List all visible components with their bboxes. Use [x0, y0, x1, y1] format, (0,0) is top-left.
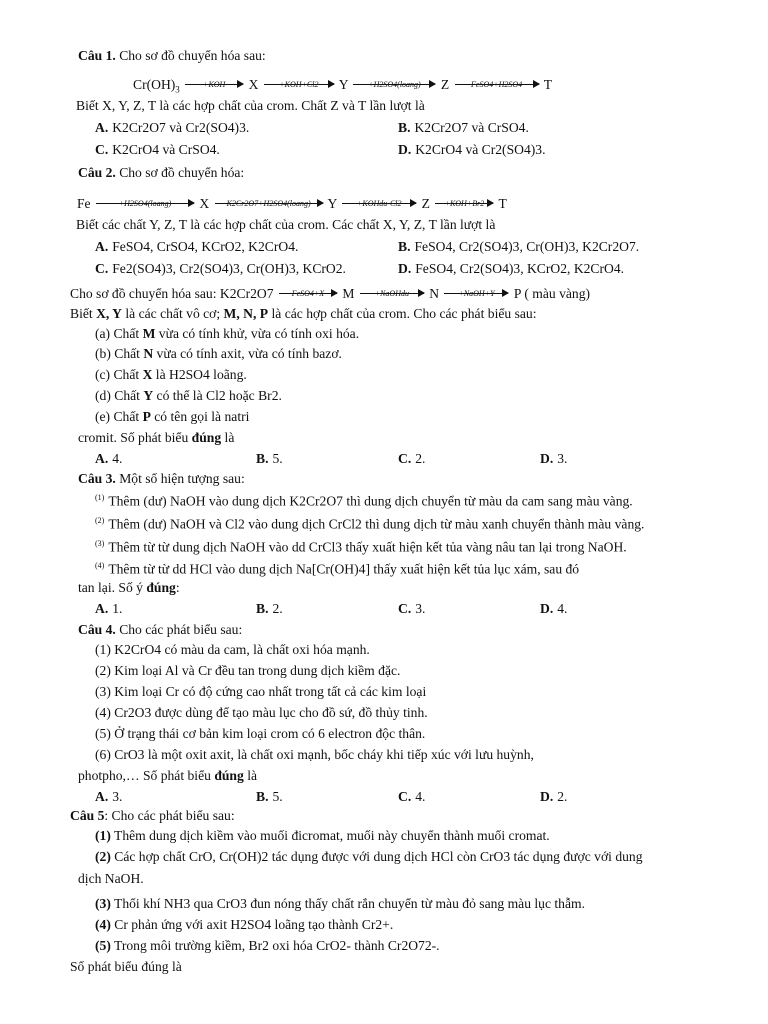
q4-text: Cho các phát biểu sau: [119, 622, 243, 637]
q2-option-b[interactable]: B. FeSO4, Cr2(SO4)3, Cr(OH)3, K2Cr2O7. [398, 239, 640, 254]
q3a-node-m: M [342, 286, 355, 301]
q4-ask: photpho,… Số phát biểu đúng là [78, 768, 258, 783]
q3a-option-b[interactable]: B. 5. [256, 451, 283, 466]
q3a-node-n: N [429, 286, 440, 301]
q1-option-c[interactable]: C. K2CrO4 và CrSO4. [95, 142, 220, 157]
q3a-option-c[interactable]: C. 2. [398, 451, 426, 466]
q2-node-y: Y [327, 196, 337, 211]
q2-scheme [77, 195, 507, 213]
q1-node-y: Y [338, 77, 349, 92]
q4-item-6: (6) CrO3 là một oxit axit, là chất oxi mạnh, bốc cháy khi tiếp xúc với lưu huỳnh, [95, 747, 534, 762]
q1-node-t: T [543, 77, 553, 92]
q3-item-1: $^{(1)}$ Thêm (dư) NaOH vào dung dịch K2Cr2O7 thì dung dịch chuyển từ màu da cam sang màu vàng. [95, 493, 633, 509]
q1-arrow-2 [264, 88, 334, 89]
q2-arrow-3 [342, 207, 416, 208]
q3a-given: Biết X, Y là các chất vô cơ; M, N, P là các hợp chất của crom. Cho các phát biểu sau: [70, 306, 537, 321]
q3-text: Một số hiện tượng sau: [119, 471, 245, 486]
q2-header [78, 164, 244, 182]
q1-arrow-4 [455, 88, 539, 89]
q4-option-c[interactable]: C. 4. [398, 789, 426, 804]
q5-item-3: (3) Thổi khí NH3 qua CrO3 đun nóng thấy chất rắn chuyển từ màu đỏ sang màu lục thẫm. [95, 896, 585, 911]
q3a-statement-e: (e) Chất P có tên gọi là natri [95, 409, 250, 424]
q5-item-2: (2) Các hợp chất CrO, Cr(OH)2 tác dụng được với dung dịch HCl còn CrO3 tác dụng được với dung [95, 849, 643, 864]
q4-item-2: (2) Kim loại Al và Cr đều tan trong dung dịch kiềm đặc. [95, 663, 401, 678]
q3-option-a[interactable]: A. 1. [95, 601, 123, 616]
q4-header [78, 621, 242, 639]
q3a-intro: Cho sơ đồ chuyển hóa sau: K2Cr2O7 [70, 286, 274, 301]
q1-option-b[interactable]: B. K2Cr2O7 và CrSO4. [398, 120, 529, 135]
q1-start: $Cr(OH)_3$ [133, 77, 180, 95]
q2-arrow-4 [435, 207, 493, 208]
q3-item-4: $^{(4)}$ Thêm từ từ dd HCl vào dung dịch Na[Cr(OH)4] thấy xuất hiện kết tủa lục xám, sau đó [95, 561, 580, 577]
q1-text: Cho sơ đồ chuyển hóa sau: [119, 48, 266, 63]
q3a-node-p: P ( màu vàng) [513, 286, 591, 301]
q4-item-5: (5) Ở trạng thái cơ bản kim loại crom có 6 electron độc thân. [95, 726, 426, 741]
q5-item-5: (5) Trong môi trường kiềm, Br2 oxi hóa CrO2- thành Cr2O72-. [95, 938, 440, 953]
q4-item-1: (1) K2CrO4 có màu da cam, là chất oxi hóa mạnh. [95, 642, 370, 657]
q2-arrow-1 [96, 207, 194, 208]
q3-option-d[interactable]: D. 4. [540, 601, 568, 616]
q4-option-d[interactable]: D. 2. [540, 789, 568, 804]
q5-item-2-cont: dịch NaOH. [78, 871, 144, 886]
q3-title: Câu 3. [78, 471, 116, 486]
q2-text: Cho sơ đồ chuyển hóa: [119, 165, 245, 180]
q2-node-x: X [199, 196, 210, 211]
q3a-statement-c: (c) Chất X là H2SO4 loãng. [95, 367, 247, 382]
q1-scheme [133, 76, 552, 99]
q4-option-b[interactable]: B. 5. [256, 789, 283, 804]
q2-question: Biết các chất Y, Z, T là các hợp chất của crom. Các chất X, Y, Z, T lần lượt là [76, 217, 496, 232]
q3-item-3: $^{(3)}$ Thêm từ từ dung dịch NaOH vào dd CrCl3 thấy xuất hiện kết tủa vàng nâu tan lại trong NaOH. [95, 539, 627, 555]
q2-start: Fe [77, 196, 91, 211]
q3a-statement-a: (a) Chất M vừa có tính khử, vừa có tính oxi hóa. [95, 326, 360, 341]
q2-arrow-2 [215, 207, 323, 208]
q3-ask: tan lại. Số ý đúng: [78, 580, 180, 595]
q3a-ask: cromit. Số phát biểu đúng là [78, 430, 235, 445]
q2-option-a[interactable]: A. FeSO4, CrSO4, KCrO2, K2CrO4. [95, 239, 299, 254]
q3-item-2: $^{(2)}$ Thêm (dư) NaOH và Cl2 vào dung dịch CrCl2 thì dung dịch từ màu xanh chuyển thành màu vàng. [95, 516, 645, 532]
q4-item-3: (3) Kim loại Cr có độ cứng cao nhất trong tất cả các kim loại [95, 684, 427, 699]
q2-option-d[interactable]: D. FeSO4, Cr2(SO4)3, KCrO2, K2CrO4. [398, 261, 625, 276]
q3-option-b[interactable]: B. 2. [256, 601, 283, 616]
q3a-arrow-1 [279, 297, 337, 298]
q3a-statement-b: (b) Chất N vừa có tính axit, vừa có tính bazơ. [95, 346, 342, 361]
q1-arrow-3 [353, 88, 435, 89]
q3-header [78, 470, 245, 488]
q5-text: : Cho các phát biểu sau: [104, 808, 235, 823]
q4-item-4: (4) Cr2O3 được dùng để tạo màu lục cho đồ sứ, đồ thủy tinh. [95, 705, 428, 720]
q3a-statement-d: (d) Chất Y có thể là Cl2 hoặc Br2. [95, 388, 282, 403]
q1-option-d[interactable]: D. K2CrO4 và Cr2(SO4)3. [398, 142, 546, 157]
q3a-arrow-2 [360, 297, 424, 298]
q1-node-x: X [248, 77, 259, 92]
q4-title: Câu 4. [78, 622, 116, 637]
q1-header [78, 47, 266, 65]
q4-option-a[interactable]: A. 3. [95, 789, 123, 804]
q5-item-4: (4) Cr phản ứng với axit H2SO4 loãng tạo thành Cr2+. [95, 917, 394, 932]
q3a-arrow-3 [444, 297, 508, 298]
q5-item-1: (1) Thêm dung dịch kiềm vào muối đicromat, muối này chuyển thành muối cromat. [95, 828, 550, 843]
q5-title: Câu 5 [70, 808, 105, 823]
q3a-option-a[interactable]: A. 4. [95, 451, 123, 466]
q1-question: Biết X, Y, Z, T là các hợp chất của crom. Chất Z và T lần lượt là [76, 98, 425, 113]
q3a-option-d[interactable]: D. 3. [540, 451, 568, 466]
q1-node-z: Z [440, 77, 450, 92]
q1-title: Câu 1. [78, 48, 116, 63]
q3-option-c[interactable]: C. 3. [398, 601, 426, 616]
q2-option-c[interactable]: C. Fe2(SO4)3, Cr2(SO4)3, Cr(OH)3, KCrO2. [95, 261, 346, 276]
q3a-scheme [70, 285, 590, 303]
q2-node-t: T [498, 196, 507, 211]
q5-ask: Số phát biểu đúng là [70, 959, 182, 974]
q5-header [70, 807, 235, 825]
q2-node-z: Z [421, 196, 430, 211]
q2-title: Câu 2. [78, 165, 116, 180]
q1-arrow-1 [185, 88, 243, 89]
q1-option-a[interactable]: A. K2Cr2O7 và Cr2(SO4)3. [95, 120, 250, 135]
